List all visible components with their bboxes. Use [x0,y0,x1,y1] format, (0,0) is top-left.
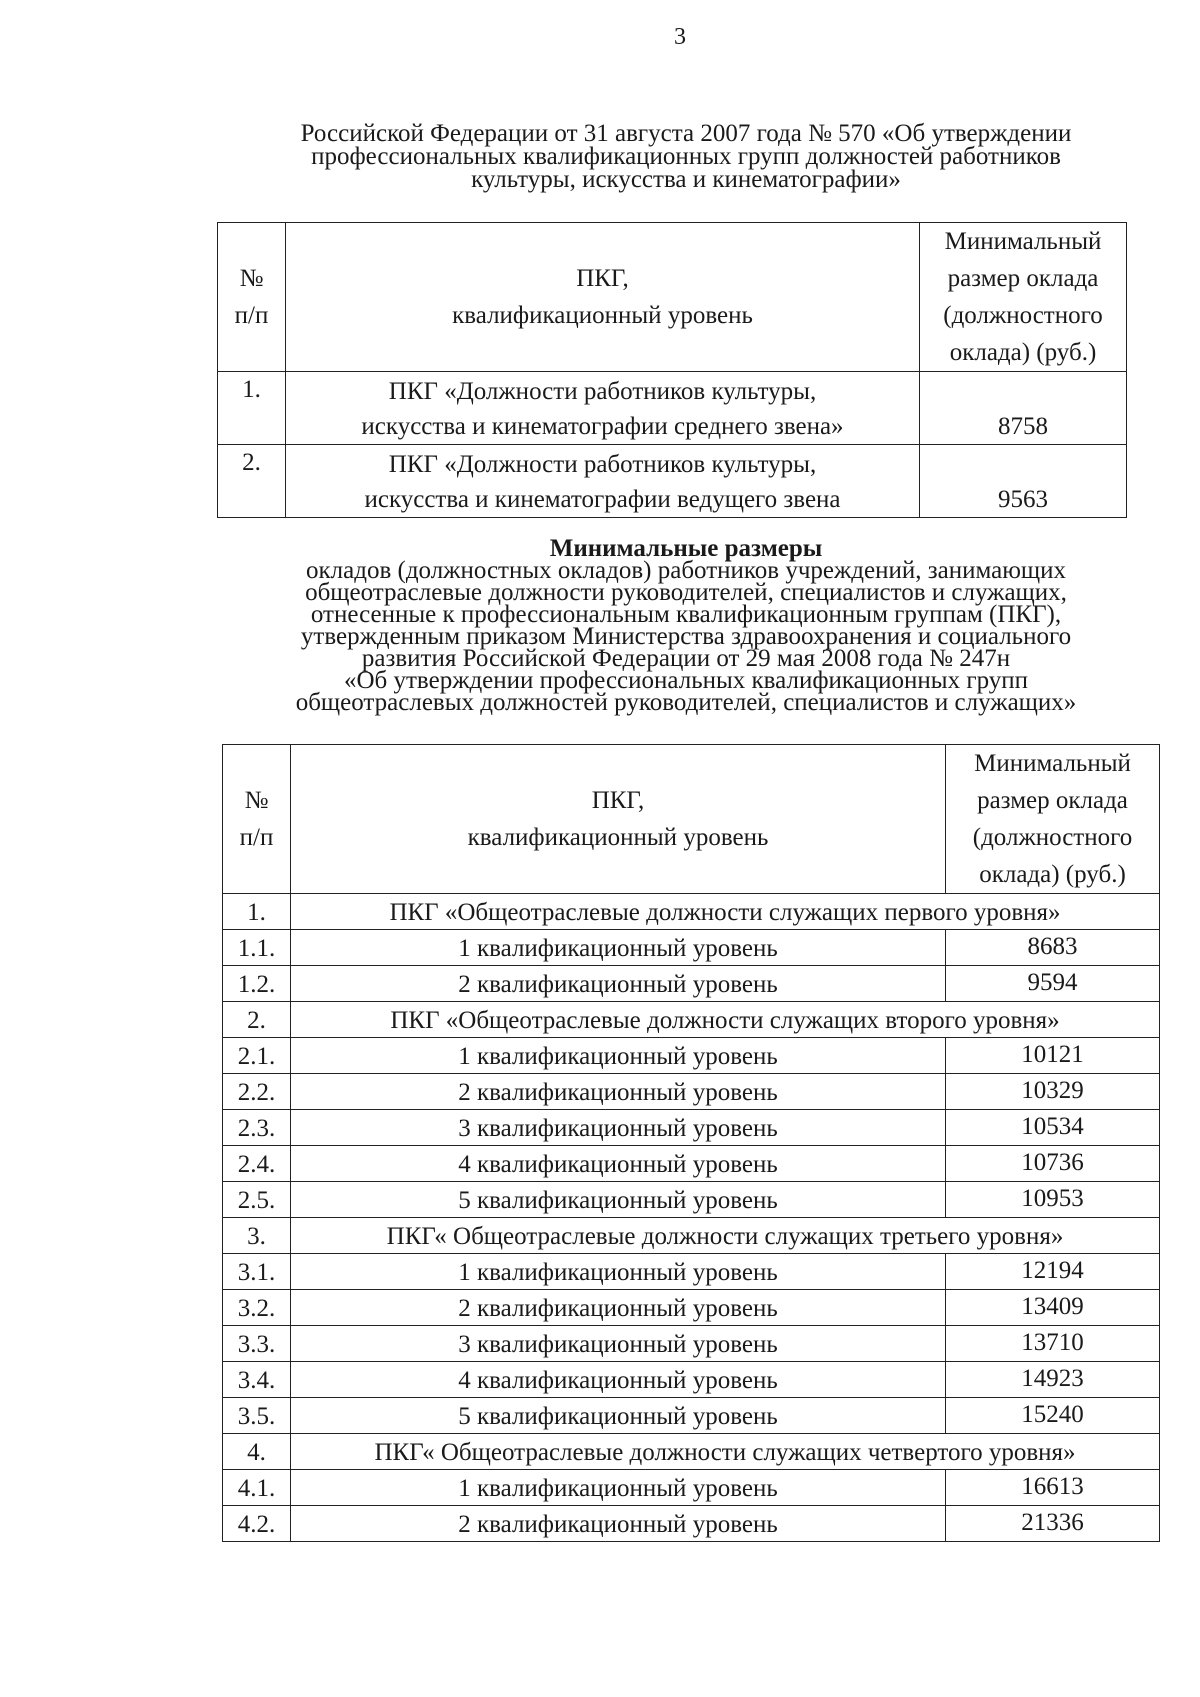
row-level: 2 квалификационный уровень [291,1290,946,1326]
header-num-line: п/п [234,302,269,329]
row-amount: 9594 [946,966,1160,1002]
group-name: ПКГ «Общеотраслевые должности служащих второго уровня» [291,1002,1160,1038]
header-pkg-line: квалификационный уровень [452,302,753,329]
row-number: 3.1. [223,1254,291,1290]
group-row [223,1002,1160,1038]
row-amount: 12194 [946,1254,1160,1290]
row-amount: 10329 [946,1074,1160,1110]
row-amount: 15240 [946,1398,1160,1434]
table-row [223,966,1160,1002]
row-number: 3. [223,1218,291,1254]
row-level: 4 квалификационный уровень [291,1146,946,1182]
header-pkg [291,745,946,894]
row-level: 1 квалификационный уровень [291,1038,946,1074]
table-header-row [218,223,1127,372]
table-row [223,1290,1160,1326]
row-name-line: искусства и кинематографии среднего звена» [361,413,844,440]
row-amount: 10534 [946,1110,1160,1146]
row-number: 2. [223,1002,291,1038]
row-amount: 14923 [946,1362,1160,1398]
section-line: общеотраслевые должности руководителей, специалистов и служащих, [305,579,1067,606]
row-number: 4. [223,1434,291,1470]
row-number: 2.2. [223,1074,291,1110]
table-row [223,1398,1160,1434]
row-number: 1.2. [223,966,291,1002]
intro-line: Российской Федерации от 31 августа 2007 года № 570 «Об утверждении [300,120,1072,147]
header-pkg-line: квалификационный уровень [467,824,769,851]
section-line: «Об утверждении профессиональных квалификационных групп [343,667,1029,694]
header-salary-line: (должностного [972,824,1133,851]
row-level: 1 квалификационный уровень [291,930,946,966]
section-line: утвержденным приказом Министерства здравоохранения и социального [300,623,1072,650]
intro-text [238,122,1134,191]
header-pkg-line: ПКГ, [576,265,629,292]
header-salary-line: размер оклада [977,787,1128,814]
row-number: 2.5. [223,1182,291,1218]
row-amount: 21336 [946,1506,1160,1542]
table-row [223,930,1160,966]
header-salary [946,745,1160,894]
row-level: 5 квалификационный уровень [291,1182,946,1218]
row-amount: 10953 [946,1182,1160,1218]
section-title: Минимальные размеры [549,535,823,562]
row-number: 3.2. [223,1290,291,1326]
row-amount: 10736 [946,1146,1160,1182]
table-row [223,1146,1160,1182]
row-name-line: искусства и кинематографии ведущего звена [364,486,841,513]
row-number: 4.1. [223,1470,291,1506]
table-row [223,1074,1160,1110]
group-name: ПКГ «Общеотраслевые должности служащих первого уровня» [291,894,1160,930]
table-row [223,1362,1160,1398]
group-row [223,1434,1160,1470]
general-salary-table [222,744,1160,1542]
header-pkg-line: ПКГ, [591,787,645,814]
table-row [218,445,1127,518]
header-salary-line: Минимальный [944,228,1102,255]
table-header-row [223,745,1160,894]
header-salary-line: оклада) (руб.) [979,861,1126,888]
row-number: 1. [223,894,291,930]
row-level: 2 квалификационный уровень [291,1074,946,1110]
row-amount: 13409 [946,1290,1160,1326]
row-number: 2.3. [223,1110,291,1146]
table-row [223,1470,1160,1506]
row-amount: 8758 [920,372,1127,445]
section-heading [232,535,1140,716]
section-line: общеотраслевых должностей руководителей, специалистов и служащих» [295,689,1077,716]
row-number: 1. [218,372,286,445]
row-number: 2.1. [223,1038,291,1074]
row-number: 2.4. [223,1146,291,1182]
row-level: 4 квалификационный уровень [291,1362,946,1398]
table-row [218,372,1127,445]
row-level: 3 квалификационный уровень [291,1110,946,1146]
row-amount: 13710 [946,1326,1160,1362]
header-salary-line: оклада) (руб.) [949,339,1097,366]
row-level: 3 квалификационный уровень [291,1326,946,1362]
row-number: 4.2. [223,1506,291,1542]
header-pkg [286,223,920,372]
row-name [286,445,920,518]
row-amount: 8683 [946,930,1160,966]
group-name: ПКГ« Общеотраслевые должности служащих четвертого уровня» [291,1434,1160,1470]
row-amount: 16613 [946,1470,1160,1506]
table-row [223,1254,1160,1290]
header-num [223,745,291,894]
header-salary-line: Минимальный [974,750,1131,777]
header-num-line: № [244,787,269,814]
page-number: 3 [674,24,686,50]
row-level: 5 квалификационный уровень [291,1398,946,1434]
section-line: окладов (должностных окладов) работников учреждений, занимающих [306,557,1066,584]
section-line: отнесенные к профессиональным квалификационным группам (ПКГ), [310,601,1062,628]
section-line: развития Российской Федерации от 29 мая 2008 года № 247н [361,645,1011,672]
row-number: 3.5. [223,1398,291,1434]
row-number: 1.1. [223,930,291,966]
header-salary [920,223,1127,372]
group-name: ПКГ« Общеотраслевые должности служащих третьего уровня» [291,1218,1160,1254]
row-number: 3.3. [223,1326,291,1362]
row-level: 2 квалификационный уровень [291,1506,946,1542]
header-num-line: п/п [239,824,274,851]
culture-salary-table [217,222,1127,518]
row-level: 2 квалификационный уровень [291,966,946,1002]
header-salary-line: размер оклада [947,265,1099,292]
intro-line: культуры, искусства и кинематографии» [471,166,901,193]
row-level: 1 квалификационный уровень [291,1470,946,1506]
header-num-line: № [239,265,264,292]
row-name-line: ПКГ «Должности работников культуры, [388,378,817,405]
row-amount: 9563 [920,445,1127,518]
row-amount: 10121 [946,1038,1160,1074]
row-level: 1 квалификационный уровень [291,1254,946,1290]
table-row [223,1506,1160,1542]
header-salary-line: (должностного [943,302,1103,329]
row-name-line: ПКГ «Должности работников культуры, [388,451,817,478]
table-row [223,1110,1160,1146]
group-row [223,1218,1160,1254]
intro-line: профессиональных квалификационных групп должностей работников [311,143,1061,170]
row-number: 3.4. [223,1362,291,1398]
header-num [218,223,286,372]
group-row [223,894,1160,930]
table-row [223,1038,1160,1074]
table-row [223,1326,1160,1362]
row-number: 2. [218,445,286,518]
row-name [286,372,920,445]
table-row [223,1182,1160,1218]
